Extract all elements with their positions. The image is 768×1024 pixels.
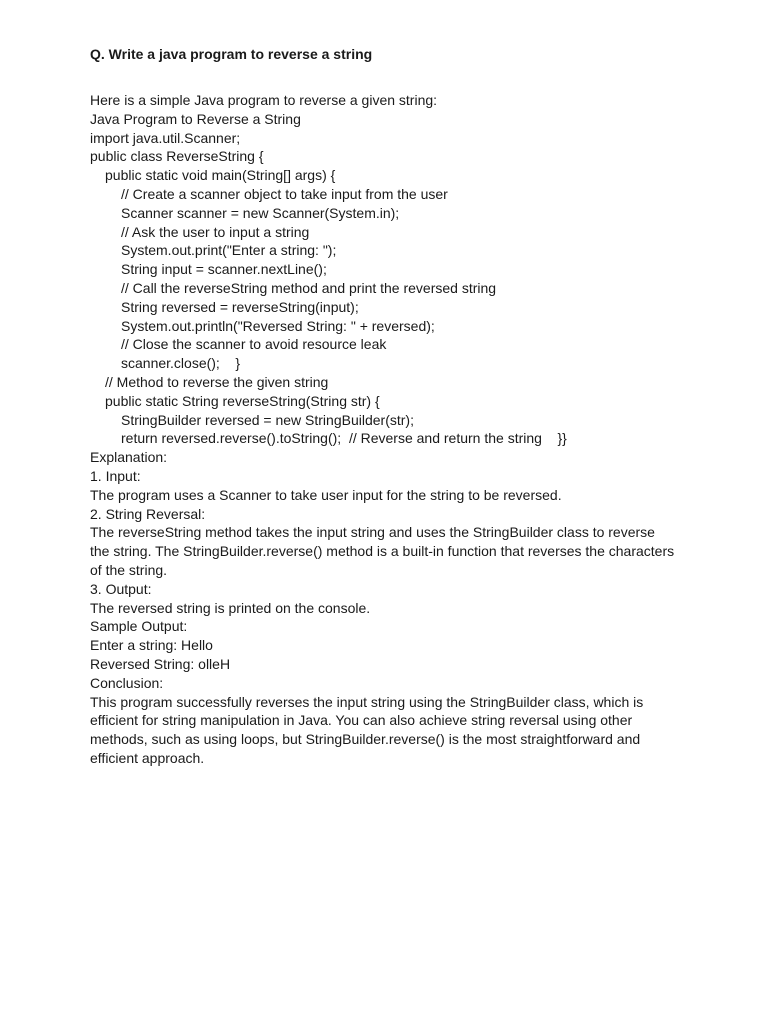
answer-content	[90, 91, 680, 768]
conclusion-section	[90, 674, 680, 768]
code-line: import java.util.Scanner;	[90, 129, 241, 146]
code-line: scanner.close(); }	[121, 355, 241, 372]
explanation-item-body: The reversed string is printed on the console.	[90, 599, 371, 616]
code-line: // Create a scanner object to take input from the user	[121, 185, 448, 202]
code-line: Scanner scanner = new Scanner(System.in);	[121, 204, 400, 221]
explanation-item-body: The reverseString method takes the input string and uses the StringBuilder class to reverse the string. The StringBuilder.reverse() method is a built-in function that reverses the characters of the string.	[90, 524, 675, 578]
code-line: public class ReverseString {	[90, 148, 264, 165]
sample-output-section	[90, 617, 680, 673]
code-line: System.out.println("Reversed String: " + reversed);	[121, 317, 435, 334]
code-line: // Ask the user to input a string	[121, 223, 310, 240]
sample-output-heading: Sample Output:	[90, 618, 188, 635]
conclusion-body: This program successfully reverses the input string using the StringBuilder class, which is efficient for string manipulation in Java. You can also achieve string reversal using other methods, such as using loops, but StringBuilder.reverse() is the most straightforward and efficient approach.	[90, 693, 644, 766]
code-line: StringBuilder reversed = new StringBuilder(str);	[121, 411, 414, 428]
code-line: public static String reverseString(String str) {	[105, 392, 380, 409]
code-line: // Close the scanner to avoid resource leak	[121, 336, 387, 353]
code-line: return reversed.reverse().toString(); // Reverse and return the string }}	[121, 430, 567, 447]
intro-text: Here is a simple Java program to reverse a given string:	[90, 92, 438, 108]
code-line: // Method to reverse the given string	[105, 373, 329, 390]
explanation-heading: Explanation:	[90, 449, 168, 466]
code-line: public static void main(String[] args) {	[105, 167, 336, 184]
code-line: String reversed = reverseString(input);	[121, 298, 359, 315]
explanation-item-heading: 2. String Reversal:	[90, 505, 206, 522]
explanation-item-body: The program uses a Scanner to take user input for the string to be reversed.	[90, 486, 562, 503]
question-heading: Q. Write a java program to reverse a string	[90, 46, 373, 62]
code-line: String input = scanner.nextLine();	[121, 261, 327, 278]
code-line: // Call the reverseString method and print the reversed string	[121, 279, 497, 296]
conclusion-heading: Conclusion:	[90, 674, 164, 691]
explanation-section	[90, 448, 680, 617]
code-line: System.out.print("Enter a string: ");	[121, 242, 337, 259]
code-title: Java Program to Reverse a String	[90, 110, 301, 127]
code-block	[90, 129, 680, 449]
explanation-item-heading: 1. Input:	[90, 467, 141, 484]
sample-output-line: Enter a string: Hello	[90, 637, 213, 654]
sample-output-line: Reversed String: olleH	[90, 655, 231, 672]
explanation-item-heading: 3. Output:	[90, 580, 152, 597]
